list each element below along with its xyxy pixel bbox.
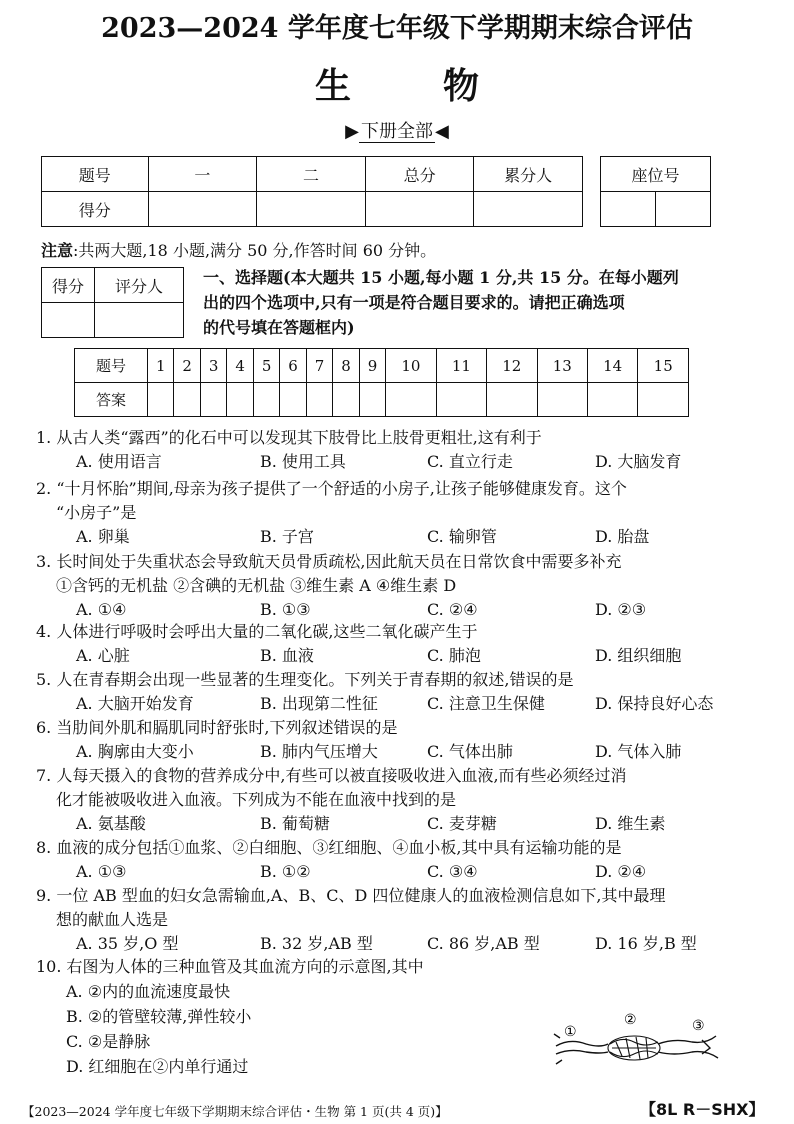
answer-number-cell: 11: [436, 349, 486, 383]
question-option: B. ②的管壁较薄,弹性较小: [66, 1007, 252, 1026]
option-row: [76, 450, 756, 474]
answer-number-cell: 6: [280, 349, 306, 383]
question-option: D. 16 岁,B 型: [595, 934, 697, 953]
answer-number-cell: 15: [638, 349, 689, 383]
section-line: 出的四个选项中,只有一项是符合题目要求的。请把正确选项: [203, 293, 625, 312]
triangle-right-icon: ▶: [345, 121, 359, 142]
question-option: A. 胸廓由大变小: [76, 742, 194, 761]
grader-name-cell[interactable]: [95, 303, 184, 338]
question-option: D. 气体入肺: [595, 742, 682, 761]
grader-score-cell[interactable]: [42, 303, 95, 338]
question-option: B. 血液: [260, 646, 314, 665]
question-option: C. 直立行走: [427, 452, 513, 471]
question-stem: 6. 当肋间外肌和膈肌同时舒张时,下列叙述错误的是: [36, 718, 398, 737]
notice: [41, 238, 436, 261]
question-stem: 2. “十月怀胎”期间,母亲为孩子提供了一个舒适的小房子,让孩子能够健康发育。这个: [36, 479, 627, 498]
question-stem: ①含钙的无机盐 ②含碘的无机盐 ③维生素 A ④维生素 D: [56, 576, 457, 595]
question-option: B. 出现第二性征: [260, 694, 378, 713]
blood-vessel-diagram: [552, 1008, 722, 1068]
question-option: B. 使用工具: [260, 452, 346, 471]
question-stem: 1. 从古人类“露西”的化石中可以发现其下肢骨比上肢骨更粗壮,这有利于: [36, 428, 542, 447]
answer-table: [74, 348, 689, 417]
artery-shape: [554, 1034, 608, 1064]
question-option: B. 葡萄糖: [260, 814, 330, 833]
question-option: C. 麦芽糖: [427, 814, 497, 833]
question-option: B. 32 岁,AB 型: [260, 934, 373, 953]
exam-title: 2023—2024 学年度七年级下学期期末综合评估: [101, 13, 693, 44]
answer-input-cell[interactable]: [253, 383, 279, 417]
answer-input-cell[interactable]: [587, 383, 637, 417]
score-input-cell[interactable]: [148, 192, 257, 227]
question-stem: 化才能被吸收进入血液。下列成为不能在血液中找到的是: [56, 790, 457, 809]
grader-label: 评分人: [95, 268, 184, 303]
question-stem: “小房子”是: [56, 503, 137, 522]
answer-input-cell[interactable]: [386, 383, 436, 417]
answer-input-cell[interactable]: [200, 383, 226, 417]
grader-score-label: 得分: [42, 268, 95, 303]
answer-input-cell[interactable]: [148, 383, 174, 417]
triangle-left-icon: ◀: [435, 121, 449, 142]
scope-text: 下册全部: [361, 121, 433, 142]
question-option: A. ①④: [76, 600, 127, 619]
option-row: [76, 932, 756, 956]
answer-number-cell: 7: [306, 349, 332, 383]
question-option: D. 维生素: [595, 814, 666, 833]
answer-number-cell: 5: [253, 349, 279, 383]
section-line: 一、选择题(本大题共 15 小题,每小题 1 分,共 15 分。在每小题列: [203, 268, 679, 287]
question-stem: 3. 长时间处于失重状态会导致航天员骨质疏松,因此航天员在日常饮食中需要多补充: [36, 552, 622, 571]
question-stem: 10. 右图为人体的三种血管及其血流方向的示意图,其中: [36, 957, 424, 976]
subject-char: 物: [443, 65, 480, 107]
option-row: [76, 692, 756, 716]
question-option: A. ①③: [76, 862, 127, 881]
question-stem: 7. 人每天摄入的食物的营养成分中,有些可以被直接吸收进入血液,而有些必须经过消: [36, 766, 627, 785]
question-stem: 想的献血人选是: [56, 910, 169, 929]
diagram-label-3: ③: [692, 1018, 705, 1034]
answer-number-cell: 3: [200, 349, 226, 383]
answer-input-cell[interactable]: [359, 383, 385, 417]
answer-header-label: 题号: [75, 349, 148, 383]
question-stem: 9. 一位 AB 型血的妇女急需输血,A、B、C、D 四位健康人的血液检测信息如下,其中最理: [36, 886, 666, 905]
section-line: 的代号填在答题框内): [203, 318, 355, 337]
question-option: A. ②内的血流速度最快: [66, 982, 231, 1001]
answer-input-cell[interactable]: [333, 383, 359, 417]
vein-shape: [658, 1036, 718, 1058]
question-option: A. 卵巢: [76, 527, 130, 546]
option-row: [76, 740, 756, 764]
score-table: [41, 156, 583, 227]
question-option: D. 保持良好心态: [595, 694, 714, 713]
footer-code: 【8L R－SHX】: [640, 1100, 765, 1119]
question-option: C. 86 岁,AB 型: [427, 934, 540, 953]
question-option: D. 大脑发育: [595, 452, 682, 471]
answer-input-cell[interactable]: [280, 383, 306, 417]
score-header-cell: 总分: [365, 157, 474, 192]
option-row: [76, 644, 756, 668]
notice-text: :共两大题,18 小题,满分 50 分,作答时间 60 分钟。: [73, 241, 437, 260]
grader-table: [41, 267, 184, 338]
diagram-label-2: ②: [624, 1012, 637, 1028]
question-option: C. ②是静脉: [66, 1032, 151, 1051]
score-input-cell[interactable]: [257, 192, 366, 227]
answer-number-cell: 4: [227, 349, 253, 383]
option-row: [76, 812, 756, 836]
answer-input-cell[interactable]: [436, 383, 486, 417]
question-stem: 4. 人体进行呼吸时会呼出大量的二氧化碳,这些二氧化碳产生于: [36, 622, 478, 641]
question-stem: 8. 血液的成分包括①血浆、②白细胞、③红细胞、④血小板,其中具有运输功能的是: [36, 838, 622, 857]
seat-label: 座位号: [601, 157, 711, 192]
diagram-label-1: ①: [564, 1024, 577, 1040]
question-option: B. ①③: [260, 600, 311, 619]
question-option: A. 使用语言: [76, 452, 162, 471]
answer-input-cell[interactable]: [487, 383, 537, 417]
score-header-cell: 题号: [42, 157, 149, 192]
scope-label: [0, 117, 794, 143]
answer-input-cell[interactable]: [638, 383, 689, 417]
question-option: B. 肺内气压增大: [260, 742, 378, 761]
question-option: A. 心脏: [76, 646, 130, 665]
answer-number-cell: 1: [148, 349, 174, 383]
capillary-network: [608, 1036, 660, 1060]
seat-table: [600, 156, 711, 227]
question-stem: 5. 人在青春期会出现一些显著的生理变化。下列关于青春期的叙述,错误的是: [36, 670, 574, 689]
score-header-cell: 二: [257, 157, 366, 192]
option-row: [76, 525, 756, 549]
question-option: C. 气体出肺: [427, 742, 513, 761]
seat-input-cell[interactable]: [655, 192, 710, 227]
question-option: C. ②④: [427, 600, 478, 619]
score-row-label: 得分: [42, 192, 149, 227]
score-header-cell: 一: [148, 157, 257, 192]
answer-number-cell: 14: [587, 349, 637, 383]
score-header-cell: 累分人: [474, 157, 583, 192]
question-option: D. 组织细胞: [595, 646, 682, 665]
answer-row-label: 答案: [75, 383, 148, 417]
answer-number-cell: 13: [537, 349, 587, 383]
question-option: D. ②④: [595, 862, 647, 881]
answer-number-cell: 8: [333, 349, 359, 383]
subject-title: [0, 58, 794, 109]
answer-number-cell: 12: [487, 349, 537, 383]
score-input-cell[interactable]: [474, 192, 583, 227]
answer-input-cell[interactable]: [227, 383, 253, 417]
subject-char: 生: [314, 65, 351, 107]
question-option: C. 肺泡: [427, 646, 481, 665]
question-option: C. 输卵管: [427, 527, 497, 546]
answer-number-cell: 9: [359, 349, 385, 383]
question-option: D. 胎盘: [595, 527, 650, 546]
answer-number-cell: 10: [386, 349, 436, 383]
section-instructions: [203, 265, 763, 340]
option-row: [76, 860, 756, 884]
question-option: A. 氨基酸: [76, 814, 146, 833]
score-input-cell[interactable]: [365, 192, 474, 227]
question-option: A. 大脑开始发育: [76, 694, 194, 713]
footer-info: 【2023—2024 学年度七年级下学期期末综合评估・生物 第 1 页(共 4 页)】: [22, 1104, 448, 1119]
question-option: D. ②③: [595, 600, 647, 619]
notice-prefix: 注意: [41, 241, 74, 260]
question-option: B. ①②: [260, 862, 311, 881]
question-option: A. 35 岁,O 型: [76, 934, 179, 953]
answer-number-cell: 2: [174, 349, 200, 383]
question-option: C. ③④: [427, 862, 478, 881]
question-option: D. 红细胞在②内单行通过: [66, 1057, 249, 1076]
answer-input-cell[interactable]: [306, 383, 332, 417]
question-option: B. 子宫: [260, 527, 314, 546]
seat-input-cell[interactable]: [601, 192, 656, 227]
answer-input-cell[interactable]: [174, 383, 200, 417]
answer-input-cell[interactable]: [537, 383, 587, 417]
option-row: [76, 598, 756, 622]
question-option: C. 注意卫生保健: [427, 694, 545, 713]
